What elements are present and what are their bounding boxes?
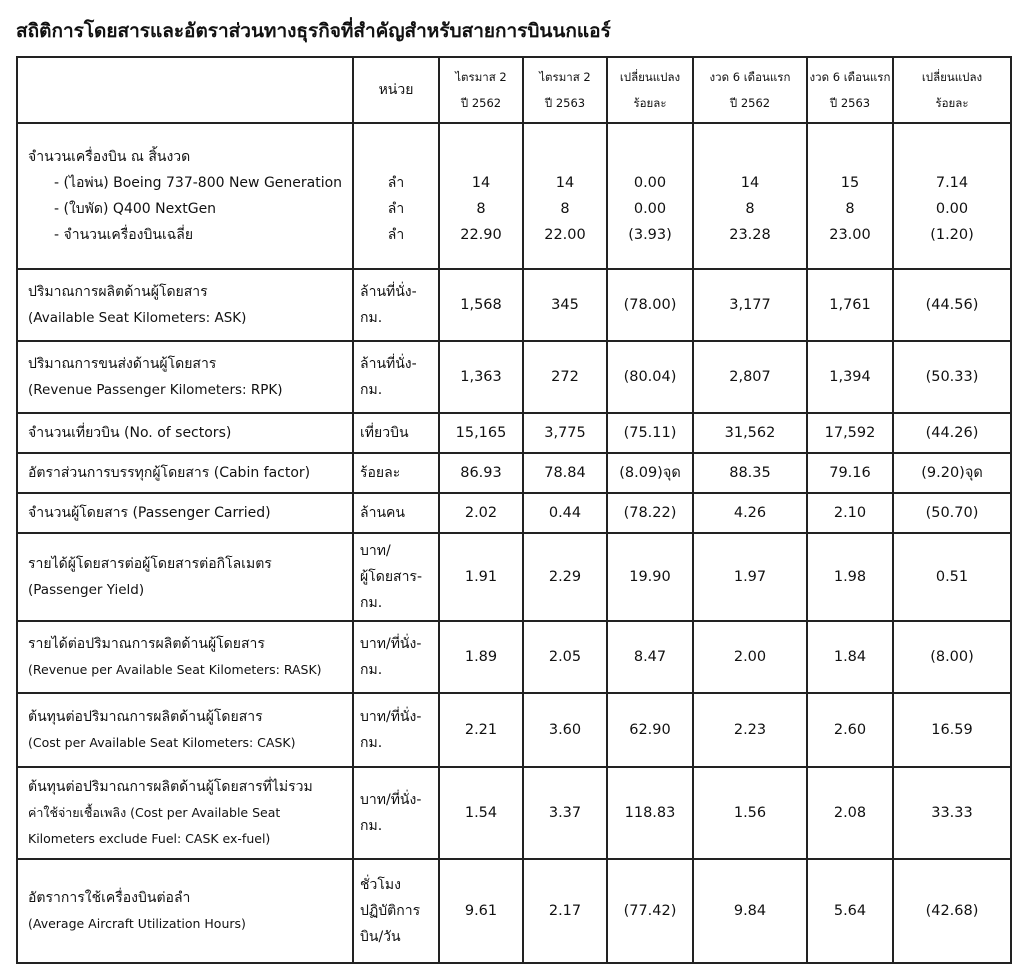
header-text: ไตรมาส 2 <box>539 70 591 84</box>
cell-value: 2.10 <box>807 493 893 533</box>
cell-value: 78.84 <box>523 453 607 493</box>
row-label-line: จำนวนผู้โดยสาร (Passenger Carried) <box>28 505 271 521</box>
cell-value <box>523 123 607 269</box>
row-label-line: (Cost per Available Seat Kilometers: CASK) <box>28 735 296 750</box>
row-label <box>17 859 353 963</box>
row-unit <box>353 413 439 453</box>
row-label-line: ต้นทุนต่อปริมาณการผลิตด้านผู้โดยสารที่ไม่รวม <box>28 779 313 795</box>
cell-value: 2.29 <box>523 533 607 621</box>
cell-value: 9.84 <box>693 859 807 963</box>
cell-value: 272 <box>523 341 607 413</box>
cell-value: 1.84 <box>807 621 893 693</box>
row-label-line: (Revenue Passenger Kilometers: RPK) <box>28 382 283 398</box>
cell-value: 33.33 <box>893 767 1011 859</box>
header-text: ปี 2563 <box>544 96 586 110</box>
header-q2-2562 <box>439 57 523 123</box>
row-label-line: (Passenger Yield) <box>28 582 145 598</box>
unit-line: กม. <box>360 382 383 398</box>
cell-value: 88.35 <box>693 453 807 493</box>
value-line: 22.90 <box>460 227 502 243</box>
cell-value: 2.23 <box>693 693 807 767</box>
row-unit <box>353 453 439 493</box>
value-line: (3.93) <box>628 227 672 243</box>
row-label <box>17 269 353 341</box>
table-row <box>17 859 1011 963</box>
header-unit: หน่วย <box>353 57 439 123</box>
row-unit <box>353 621 439 693</box>
cell-value <box>693 123 807 269</box>
table-row <box>17 533 1011 621</box>
unit-line: ร้อยละ <box>360 465 401 481</box>
table-row <box>17 767 1011 859</box>
row-label <box>17 493 353 533</box>
row-unit <box>353 493 439 533</box>
row-label-line: (Available Seat Kilometers: ASK) <box>28 310 247 326</box>
row-label-line: - (ใบพัด) Q400 NextGen <box>54 201 217 217</box>
row-unit <box>353 533 439 621</box>
row-label-line: ต้นทุนต่อปริมาณการผลิตด้านผู้โดยสาร <box>28 709 263 725</box>
unit-line: ปฏิบัติการ <box>360 903 421 919</box>
cell-value: 15,165 <box>439 413 523 453</box>
table-row <box>17 413 1011 453</box>
cell-value: 31,562 <box>693 413 807 453</box>
value-line: 0.00 <box>633 175 667 191</box>
unit-line: ชั่วโมง <box>360 877 401 893</box>
cell-value: 3.37 <box>523 767 607 859</box>
header-text: เปลี่ยนแปลง <box>921 70 983 84</box>
header-row <box>17 57 1011 123</box>
row-label-line: ค่าใช้จ่ายเชื้อเพลิง (Cost per Available Seat <box>28 805 281 820</box>
cell-value: 2.00 <box>693 621 807 693</box>
header-text: ร้อยละ <box>633 96 667 110</box>
cell-value: 3.60 <box>523 693 607 767</box>
cell-value: 1.89 <box>439 621 523 693</box>
header-q2-2563 <box>523 57 607 123</box>
header-text: เปลี่ยนแปลง <box>619 70 681 84</box>
header-label-cell <box>17 57 353 123</box>
unit-line: บาท/ที่นั่ง- <box>360 709 422 725</box>
cell-value: (80.04) <box>607 341 693 413</box>
table-row <box>17 493 1011 533</box>
cell-value: 2.17 <box>523 859 607 963</box>
unit-line: ลำ <box>387 175 405 191</box>
row-label-line: อัตราส่วนการบรรทุกผู้โดยสาร (Cabin factor) <box>28 465 311 481</box>
row-label-line: อัตราการใช้เครื่องบินต่อลำ <box>28 890 191 906</box>
header-q2-change <box>607 57 693 123</box>
cell-value: 2.05 <box>523 621 607 693</box>
cell-value: 86.93 <box>439 453 523 493</box>
cell-value: 9.61 <box>439 859 523 963</box>
unit-line: ล้านคน <box>360 505 405 521</box>
cell-value: 1,394 <box>807 341 893 413</box>
cell-value: 118.83 <box>607 767 693 859</box>
cell-value: 62.90 <box>607 693 693 767</box>
table-row <box>17 269 1011 341</box>
cell-value: (77.42) <box>607 859 693 963</box>
row-label <box>17 453 353 493</box>
row-unit <box>353 859 439 963</box>
header-6m-change <box>893 57 1011 123</box>
row-label-line: รายได้ผู้โดยสารต่อผู้โดยสารต่อกิโลเมตร <box>28 556 272 572</box>
cell-value: 2,807 <box>693 341 807 413</box>
row-label-line: ปริมาณการขนส่งด้านผู้โดยสาร <box>28 356 217 372</box>
row-label-line: - จำนวนเครื่องบินเฉลี่ย <box>54 227 194 243</box>
cell-value: 3,775 <box>523 413 607 453</box>
row-label-line: - (ไอพ่น) Boeing 737-800 New Generation <box>54 175 343 191</box>
statistics-table <box>16 56 1012 964</box>
unit-line: กม. <box>360 662 383 678</box>
row-unit <box>353 123 439 269</box>
value-line: 14 <box>555 175 575 191</box>
row-label <box>17 123 353 269</box>
table-row-fleet <box>17 123 1011 269</box>
unit-line: เที่ยวบิน <box>360 425 409 441</box>
unit-line: ล้านที่นั่ง- <box>360 356 417 372</box>
header-6m-2562 <box>693 57 807 123</box>
unit-line <box>360 144 432 170</box>
cell-value: (50.70) <box>893 493 1011 533</box>
cell-value <box>807 123 893 269</box>
row-label-line: รายได้ต่อปริมาณการผลิตด้านผู้โดยสาร <box>28 636 265 652</box>
value-line: 7.14 <box>935 175 969 191</box>
unit-line: บิน/วัน <box>360 929 401 945</box>
cell-value: 1.91 <box>439 533 523 621</box>
cell-value: 8.47 <box>607 621 693 693</box>
value-line: 23.28 <box>729 227 771 243</box>
cell-value: 4.26 <box>693 493 807 533</box>
row-unit <box>353 693 439 767</box>
row-label-line: Kilometers exclude Fuel: CASK ex-fuel) <box>28 831 271 846</box>
cell-value: (50.33) <box>893 341 1011 413</box>
value-line: 14 <box>740 175 760 191</box>
row-label <box>17 621 353 693</box>
cell-value <box>439 123 523 269</box>
cell-value: 0.44 <box>523 493 607 533</box>
row-label <box>17 693 353 767</box>
cell-value: 2.60 <box>807 693 893 767</box>
row-label <box>17 533 353 621</box>
table-row <box>17 693 1011 767</box>
header-text: ปี 2563 <box>829 96 871 110</box>
cell-value: 2.21 <box>439 693 523 767</box>
header-text: ร้อยละ <box>935 96 969 110</box>
value-line: 14 <box>471 175 491 191</box>
header-text: ปี 2562 <box>460 96 502 110</box>
unit-line: กม. <box>360 310 383 326</box>
cell-value: (42.68) <box>893 859 1011 963</box>
cell-value: 5.64 <box>807 859 893 963</box>
cell-value: 17,592 <box>807 413 893 453</box>
cell-value: (75.11) <box>607 413 693 453</box>
cell-value <box>607 123 693 269</box>
value-line: 8 <box>560 201 570 217</box>
row-label-line: ปริมาณการผลิตด้านผู้โดยสาร <box>28 284 208 300</box>
cell-value: 1.98 <box>807 533 893 621</box>
row-label <box>17 767 353 859</box>
value-line: (1.20) <box>930 227 974 243</box>
header-text: งวด 6 เดือนแรก <box>709 70 791 84</box>
header-6m-2563 <box>807 57 893 123</box>
row-label-line: จำนวนเครื่องบิน ณ สิ้นงวด <box>28 149 191 165</box>
value-line: 8 <box>476 201 486 217</box>
unit-line: กม. <box>360 818 383 834</box>
unit-line: บาท/ <box>360 543 391 559</box>
cell-value: 1,761 <box>807 269 893 341</box>
cell-value: (44.26) <box>893 413 1011 453</box>
cell-value: 1.56 <box>693 767 807 859</box>
header-text: งวด 6 เดือนแรก <box>809 70 891 84</box>
row-unit <box>353 269 439 341</box>
cell-value: 2.08 <box>807 767 893 859</box>
value-line: 15 <box>840 175 860 191</box>
cell-value: 345 <box>523 269 607 341</box>
cell-value: 16.59 <box>893 693 1011 767</box>
cell-value: 79.16 <box>807 453 893 493</box>
row-label-line: (Revenue per Available Seat Kilometers: RASK) <box>28 662 322 677</box>
unit-line: กม. <box>360 595 383 611</box>
unit-line: กม. <box>360 735 383 751</box>
unit-line: บาท/ที่นั่ง- <box>360 636 422 652</box>
table-row <box>17 341 1011 413</box>
table-row <box>17 453 1011 493</box>
unit-line: บาท/ที่นั่ง- <box>360 792 422 808</box>
row-label <box>17 341 353 413</box>
table-row <box>17 621 1011 693</box>
row-unit <box>353 767 439 859</box>
cell-value: (8.09)จุด <box>607 453 693 493</box>
cell-value: 0.51 <box>893 533 1011 621</box>
page-title: สถิติการโดยสารและอัตราส่วนทางธุรกิจที่สำคัญสำหรับสายการบินนกแอร์ <box>16 20 611 42</box>
cell-value: (78.22) <box>607 493 693 533</box>
value-line: 0.00 <box>935 201 969 217</box>
cell-value: 3,177 <box>693 269 807 341</box>
unit-line: ผู้โดยสาร- <box>360 569 422 585</box>
row-label <box>17 413 353 453</box>
value-line: 23.00 <box>829 227 871 243</box>
cell-value <box>893 123 1011 269</box>
value-line: 22.00 <box>544 227 586 243</box>
row-label-line: จำนวนเที่ยวบิน (No. of sectors) <box>28 425 232 441</box>
header-text: ปี 2562 <box>729 96 771 110</box>
cell-value: 1.97 <box>693 533 807 621</box>
row-label-line: (Average Aircraft Utilization Hours) <box>28 916 246 931</box>
cell-value: 2.02 <box>439 493 523 533</box>
header-text: ไตรมาส 2 <box>455 70 507 84</box>
value-line: 0.00 <box>633 201 667 217</box>
cell-value: (9.20)จุด <box>893 453 1011 493</box>
unit-line: ลำ <box>387 201 405 217</box>
cell-value: (8.00) <box>893 621 1011 693</box>
cell-value: 1,363 <box>439 341 523 413</box>
unit-line: ลำ <box>387 227 405 243</box>
cell-value: (78.00) <box>607 269 693 341</box>
value-line: 8 <box>845 201 855 217</box>
cell-value: (44.56) <box>893 269 1011 341</box>
cell-value: 1,568 <box>439 269 523 341</box>
unit-line: ล้านที่นั่ง- <box>360 284 417 300</box>
cell-value: 19.90 <box>607 533 693 621</box>
row-unit <box>353 341 439 413</box>
value-line: 8 <box>745 201 755 217</box>
cell-value: 1.54 <box>439 767 523 859</box>
